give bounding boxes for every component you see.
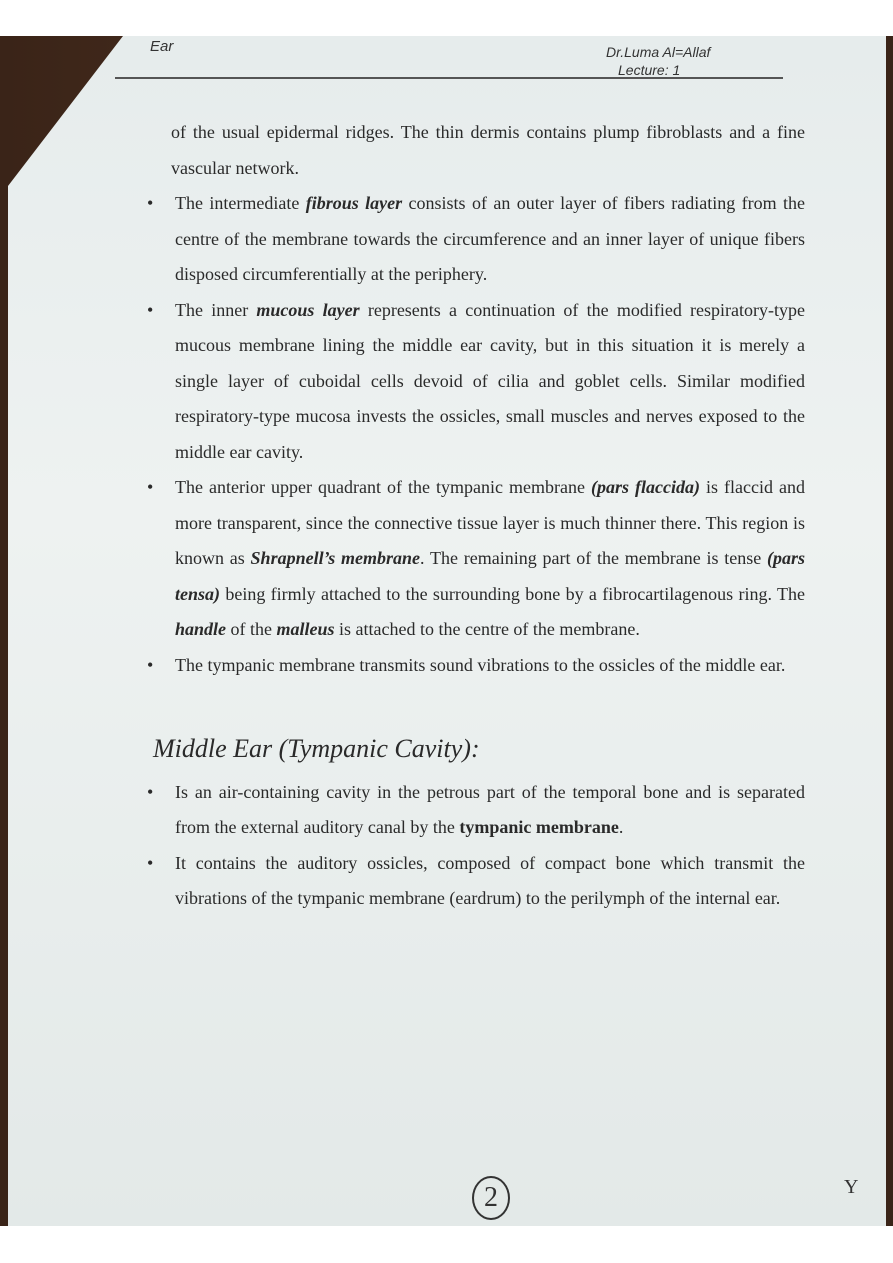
page-number: 2: [472, 1176, 510, 1220]
bold-term: tympanic membrane: [459, 817, 619, 837]
text-run: . The remaining part of the membrane is tense: [420, 548, 767, 568]
emphasis-term: (pars flaccida): [590, 477, 700, 497]
emphasis-term: mucous layer: [256, 299, 360, 320]
list-item: • The tympanic membrane transmits sound vibrations to the ossicles of the middle ear.: [145, 648, 805, 684]
text-run: .: [618, 817, 624, 837]
emphasis-term: fibrous layer: [305, 193, 403, 213]
emphasis-term: Shrapnell’s membrane: [250, 548, 421, 568]
header-lecture: Lecture: 1: [618, 62, 681, 78]
text-run: consists of an outer layer of fibers radiating from the centre of the membrane towards the circumference and an inner layer of unique fibers disposed circumferentially at the periphery.: [175, 193, 805, 284]
text-run: of the: [226, 619, 277, 639]
list-item: [145, 186, 805, 293]
text-run: The intermediate: [175, 193, 306, 213]
emphasis-term: handle: [175, 619, 227, 639]
header-author: Dr.Luma Al=Allaf: [606, 44, 711, 60]
intro-paragraph: of the usual epidermal ridges. The thin dermis contains plump fibroblasts and a fine vascular network.: [171, 122, 805, 178]
list-item: [145, 293, 805, 471]
text-run: being firmly attached to the surrounding bone by a fibrocartilagenous ring. The: [220, 583, 805, 604]
list-item: [145, 470, 805, 648]
header-subject: Ear: [150, 38, 174, 55]
list-item: [145, 775, 805, 846]
header-author-block: [606, 43, 710, 79]
list-item: • It contains the auditory ossicles, composed of compact bone which transmit the vibrations of the tympanic membrane (eardrum) to the perilymph of the internal ear.: [145, 846, 805, 917]
text-run: is flaccid and more transparent, since the connective tissue layer is much thinner there. This region is known as: [175, 477, 805, 568]
text-run: The inner: [175, 299, 257, 320]
middle-ear-list: [145, 775, 805, 917]
emphasis-term: (pars tensa): [175, 548, 806, 604]
emphasis-term: malleus: [276, 619, 335, 639]
text-run: Is an air-containing cavity in the petrous part of the temporal bone and is separated from the external auditory canal by the: [175, 781, 805, 837]
section-heading: Middle Ear (Tympanic Cavity):: [153, 734, 480, 763]
corner-mark: Y: [844, 1176, 859, 1198]
header-divider: [115, 77, 783, 79]
text-run: is attached to the centre of the membrane.: [334, 619, 640, 639]
text-run: The anterior upper quadrant of the tympanic membrane: [175, 477, 591, 497]
text-run: represents a continuation of the modified respiratory-type mucous membrane lining the middle ear cavity, but in this situation it is merely a single layer of cuboidal cells devoid of cilia and goblet cells. Similar modified respiratory-type mucosa invests the ossicles, small muscles and nerves exposed to the middle ear cavity.: [175, 299, 805, 462]
page-content: [145, 115, 805, 917]
tympanic-layers-list: [145, 186, 805, 683]
